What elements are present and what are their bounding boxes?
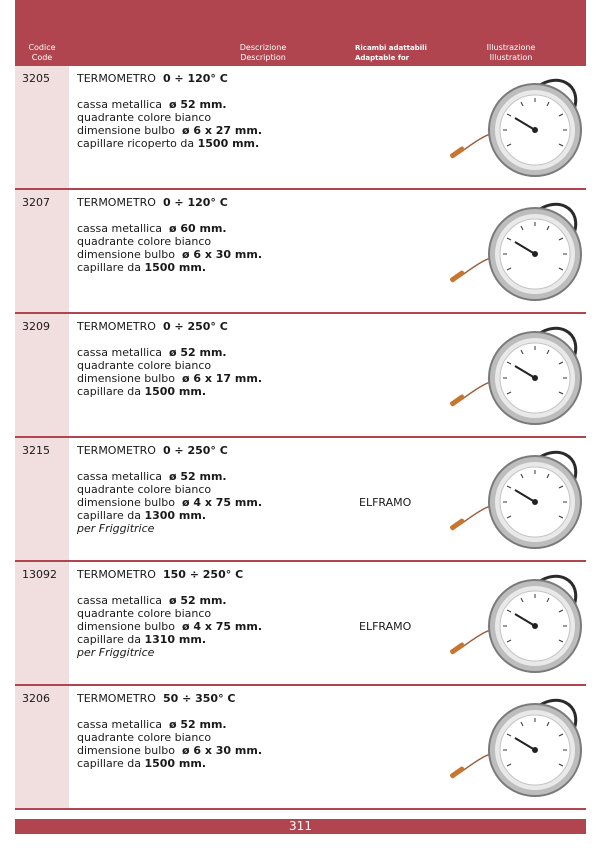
- bulb-spec: dimensione bulbo ø 6 x 30 mm.: [77, 248, 263, 261]
- product-title: TERMOMETRO 50 ÷ 350° C: [77, 692, 236, 705]
- case-spec: cassa metallica ø 52 mm.: [77, 98, 227, 111]
- header-description: Descrizione Description: [239, 43, 287, 62]
- bulb-spec: dimensione bulbo ø 4 x 75 mm.: [77, 620, 263, 633]
- bulb-spec: dimensione bulbo ø 4 x 75 mm.: [77, 496, 263, 509]
- product-row: [15, 686, 586, 810]
- usage-note: per Friggitrice: [77, 646, 155, 659]
- page-number: 311: [289, 819, 312, 833]
- capillary-spec: capillare ricoperto da 1500 mm.: [77, 137, 260, 150]
- product-description: [77, 196, 367, 274]
- product-row: [15, 66, 586, 190]
- capillary-spec: capillare da 1500 mm.: [77, 757, 207, 770]
- page-footer: [15, 819, 586, 834]
- product-row: [15, 190, 586, 314]
- capillary-spec: capillare da 1500 mm.: [77, 261, 207, 274]
- product-description: [77, 320, 367, 398]
- case-spec: cassa metallica ø 52 mm.: [77, 470, 227, 483]
- product-title: TERMOMETRO 0 ÷ 120° C: [77, 196, 228, 209]
- product-code: 3205: [22, 72, 50, 85]
- product-title: TERMOMETRO 150 ÷ 250° C: [77, 568, 244, 581]
- product-list: [15, 66, 586, 810]
- thermometer-gauge-icon: [435, 692, 583, 804]
- capillary-spec: capillare da 1310 mm.: [77, 633, 207, 646]
- dial-spec: quadrante colore bianco: [77, 607, 212, 620]
- case-spec: cassa metallica ø 52 mm.: [77, 718, 227, 731]
- adaptable-brand: ELFRAMO: [359, 620, 412, 633]
- bulb-spec: dimensione bulbo ø 6 x 27 mm.: [77, 124, 263, 137]
- thermometer-gauge-icon: [435, 568, 583, 680]
- product-code: 3215: [22, 444, 50, 457]
- bulb-spec: dimensione bulbo ø 6 x 17 mm.: [77, 372, 263, 385]
- dial-spec: quadrante colore bianco: [77, 235, 212, 248]
- capillary-spec: capillare da 1500 mm.: [77, 385, 207, 398]
- dial-spec: quadrante colore bianco: [77, 483, 212, 496]
- product-code: 3207: [22, 196, 50, 209]
- case-spec: cassa metallica ø 52 mm.: [77, 346, 227, 359]
- thermometer-gauge-icon: [435, 72, 583, 184]
- header-adaptable-for: Ricambi adattabili Adaptable for: [355, 44, 427, 62]
- product-code: 3206: [22, 692, 50, 705]
- product-description: [77, 72, 367, 150]
- product-row: [15, 562, 586, 686]
- thermometer-gauge-icon: [435, 444, 583, 556]
- product-title: TERMOMETRO 0 ÷ 250° C: [77, 444, 228, 457]
- product-row: [15, 438, 586, 562]
- dial-spec: quadrante colore bianco: [77, 731, 212, 744]
- product-code: 3209: [22, 320, 50, 333]
- product-description: [77, 444, 367, 535]
- usage-note: per Friggitrice: [77, 522, 155, 535]
- product-description: [77, 568, 367, 659]
- dial-spec: quadrante colore bianco: [77, 111, 212, 124]
- adaptable-brand: ELFRAMO: [359, 496, 412, 509]
- thermometer-gauge-icon: [435, 320, 583, 432]
- table-header: [15, 0, 586, 66]
- dial-spec: quadrante colore bianco: [77, 359, 212, 372]
- product-title: TERMOMETRO 0 ÷ 250° C: [77, 320, 228, 333]
- product-row: [15, 314, 586, 438]
- header-code: Codice Code: [28, 43, 56, 62]
- case-spec: cassa metallica ø 60 mm.: [77, 222, 227, 235]
- product-description: [77, 692, 367, 770]
- product-code: 13092: [22, 568, 57, 581]
- product-title: TERMOMETRO 0 ÷ 120° C: [77, 72, 228, 85]
- thermometer-gauge-icon: [435, 196, 583, 308]
- capillary-spec: capillare da 1300 mm.: [77, 509, 207, 522]
- bulb-spec: dimensione bulbo ø 6 x 30 mm.: [77, 744, 263, 757]
- header-illustration: Illustrazione Illustration: [486, 43, 536, 62]
- case-spec: cassa metallica ø 52 mm.: [77, 594, 227, 607]
